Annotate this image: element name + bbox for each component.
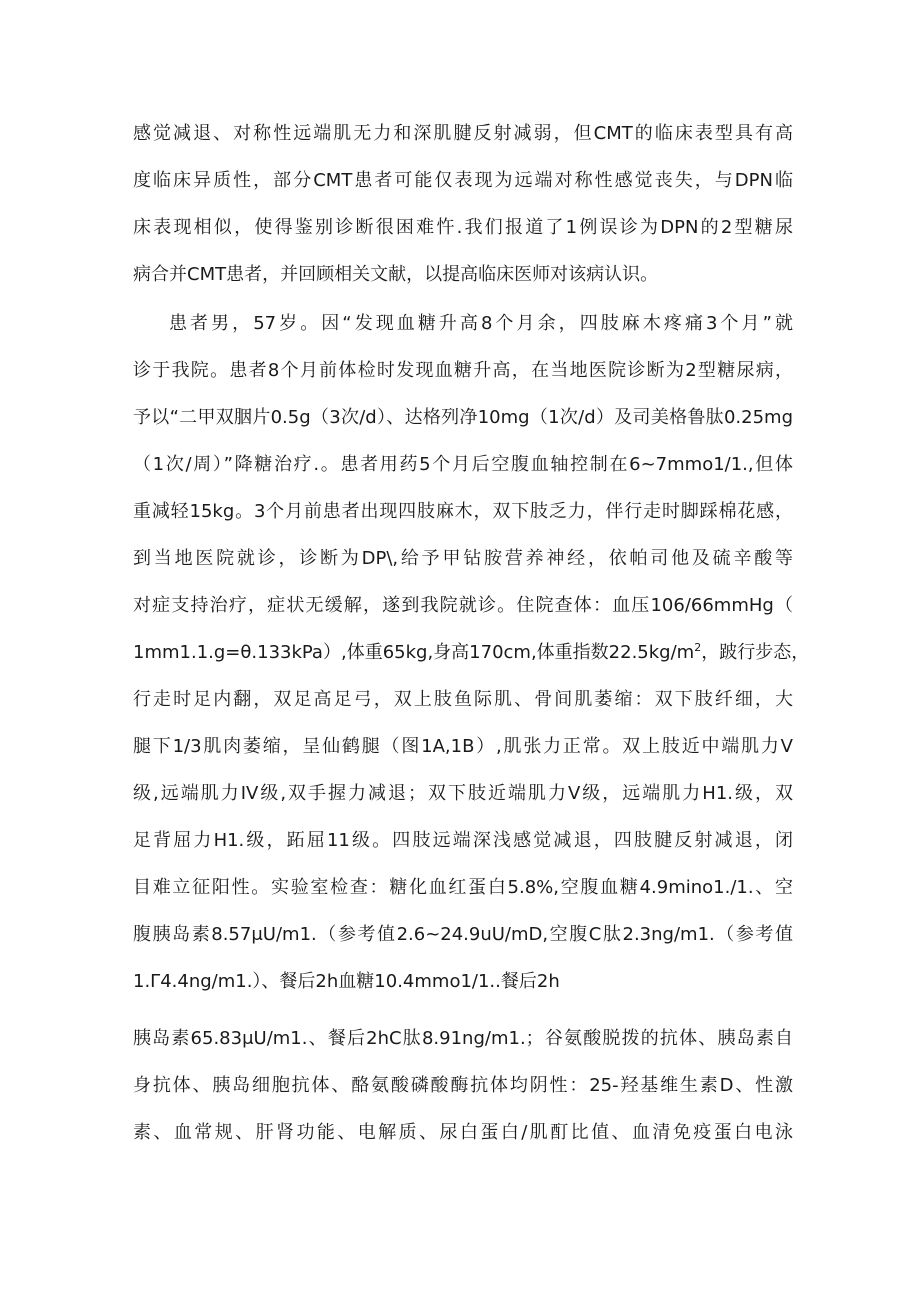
text-line: 级,远端肌力IV级,双手握力减退；双下肢近端肌力V级，远端肌力H1.级，双 bbox=[133, 783, 793, 804]
text-line: 患者男，57岁。因“发现血糖升高8个月余，四肢麻木疼痛3个月”就 bbox=[169, 313, 793, 334]
text-line: 素、血常规、肝肾功能、电解质、尿白蛋白/肌酊比值、血清免疫蛋白电泳 bbox=[133, 1122, 793, 1143]
text-line: 床表现相似，使得鉴别诊断很困难忤.我们报道了1例误诊为DPN的2型糖尿 bbox=[133, 217, 793, 238]
text-line: 对症支持治疗，症状无缓解，遂到我院就诊。住院查体：血压106/66mmHg（ bbox=[133, 595, 793, 616]
paragraph-case-report bbox=[133, 300, 810, 1005]
text-line: 诊于我院。患者8个月前体检时发现血糖升高，在当地医院诊断为2型糖尿病， bbox=[133, 360, 793, 381]
text-line: 感觉减退、对称性远端肌无力和深肌腱反射减弱，但CMT的临床表型具有高 bbox=[133, 123, 793, 144]
text-line: 1.Γ4.4ng/m1.）、餐后2h血糖10.4mmo1/1..餐后2h bbox=[133, 971, 560, 992]
text-line: 足背屈力H1.级，跖屈11级。四肢远端深浅感觉减退，四肢腱反射减退，闭 bbox=[133, 830, 793, 851]
text-line: 度临床异质性，部分CMT患者可能仅表现为远端对称性感觉丧失，与DPN临 bbox=[133, 170, 793, 191]
superscript: 2 bbox=[694, 641, 702, 654]
paragraph-cmt-background bbox=[133, 110, 793, 298]
text-line: 腹胰岛素8.57μU/m1.（参考值2.6~24.9uU/mD,空腹C肽2.3ng/m1.（参考值 bbox=[133, 924, 793, 945]
text-line: 重减轻15kg。3个月前患者出现四肢麻木，双下肢乏力，伴行走时脚踩棉花感， bbox=[133, 501, 793, 522]
text-line: 病合并CMT患者，并回顾相关文献，以提高临床医师对该病认识。 bbox=[133, 264, 659, 285]
text-line: 腿下1/3肌肉萎缩，呈仙鹤腿（图1A,1B）,肌张力正常。双上肢近中端肌力V bbox=[133, 736, 793, 757]
text-line-with-superscript bbox=[133, 629, 810, 676]
text-line: 身抗体、胰岛细胞抗体、酪氨酸磷酸酶抗体均阴性：25-羟基维生素D、性激 bbox=[133, 1075, 793, 1096]
text-line: 行走时足内翻，双足高足弓，双上肢鱼际肌、骨间肌萎缩：双下肢纤细，大 bbox=[133, 689, 793, 710]
text-line-main: 1mm1.1.g=θ.133kPa）,体重65kg,身高170cm,体重指数22.5kg/m bbox=[133, 642, 695, 663]
text-line: 目难立征阳性。实验室检查：糖化血红蛋白5.8%,空腹血糖4.9mino1./1.、空 bbox=[133, 877, 793, 898]
text-line: （1次/周）”降糖治疗.。患者用药5个月后空腹血轴控制在6~7mmo1/1.,但体 bbox=[133, 454, 793, 475]
text-line: 予以“二甲双胭片0.5g（3次/d）、达格列净10mg（1次/d）及司美格鲁肽0.25mg bbox=[133, 407, 793, 428]
paragraph-lab-results bbox=[133, 1015, 793, 1156]
text-line: 到当地医院就诊，诊断为DP\,给予甲钻胺营养神经，依帕司他及硫辛酸等 bbox=[133, 548, 793, 569]
text-line: 胰岛素65.83μU/m1.、餐后2hC肽8.91ng/m1.；谷氨酸脱拨的抗体、胰岛素自 bbox=[133, 1028, 793, 1049]
text-line-tail: ，跛行步态， bbox=[701, 642, 810, 663]
